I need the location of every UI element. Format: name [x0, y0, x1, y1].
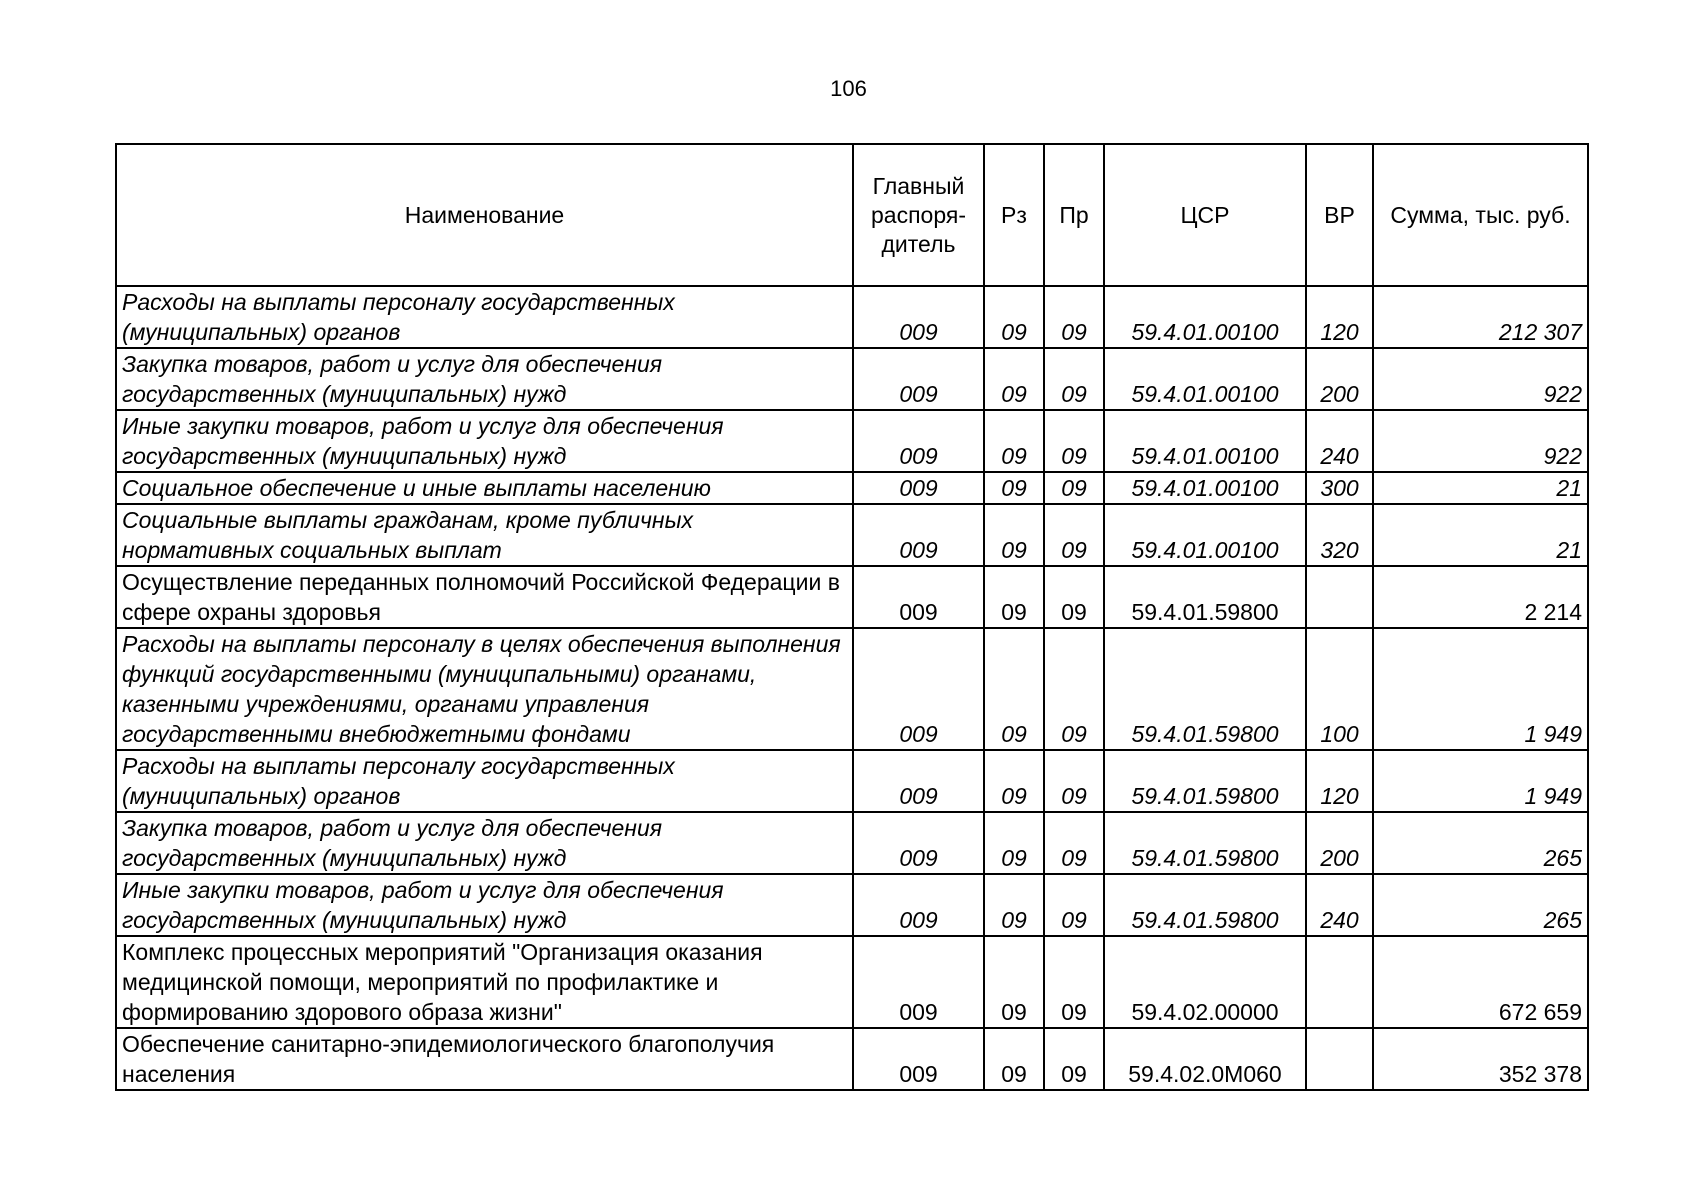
table-row: [116, 504, 1588, 566]
table-row: [116, 936, 1588, 1028]
cell-rz: 09: [984, 504, 1044, 566]
cell-vr: 200: [1306, 348, 1373, 410]
cell-sum: 352 378: [1373, 1028, 1588, 1090]
cell-csr: 59.4.01.59800: [1104, 566, 1306, 628]
cell-sum: 922: [1373, 410, 1588, 472]
cell-grbs: 009: [853, 936, 984, 1028]
budget-table: [115, 143, 1589, 1091]
cell-pr: 09: [1044, 812, 1104, 874]
page-number: 106: [830, 76, 867, 101]
cell-sum: 2 214: [1373, 566, 1588, 628]
table-row: [116, 628, 1588, 750]
cell-rz: 09: [984, 348, 1044, 410]
cell-sum: 1 949: [1373, 628, 1588, 750]
cell-pr: 09: [1044, 566, 1104, 628]
cell-grbs: 009: [853, 472, 984, 504]
cell-rz: 09: [984, 628, 1044, 750]
header-sum: Сумма, тыс. руб.: [1373, 144, 1588, 286]
cell-csr: 59.4.01.00100: [1104, 410, 1306, 472]
cell-pr: 09: [1044, 936, 1104, 1028]
cell-sum: 1 949: [1373, 750, 1588, 812]
table-row: [116, 410, 1588, 472]
cell-grbs: 009: [853, 348, 984, 410]
cell-csr: 59.4.02.00000: [1104, 936, 1306, 1028]
cell-csr: 59.4.01.00100: [1104, 504, 1306, 566]
cell-pr: 09: [1044, 286, 1104, 348]
cell-sum: 265: [1373, 874, 1588, 936]
cell-vr: [1306, 566, 1373, 628]
cell-csr: 59.4.01.59800: [1104, 750, 1306, 812]
header-rz: Рз: [984, 144, 1044, 286]
cell-vr: 120: [1306, 750, 1373, 812]
header-pr: Пр: [1044, 144, 1104, 286]
table-row: [116, 1028, 1588, 1090]
cell-name: Закупка товаров, работ и услуг для обеспечения государственных (муниципальных) нужд: [116, 348, 853, 410]
cell-vr: 240: [1306, 410, 1373, 472]
cell-grbs: 009: [853, 628, 984, 750]
cell-sum: 212 307: [1373, 286, 1588, 348]
cell-pr: 09: [1044, 628, 1104, 750]
cell-csr: 59.4.01.00100: [1104, 472, 1306, 504]
cell-rz: 09: [984, 936, 1044, 1028]
cell-csr: 59.4.01.59800: [1104, 812, 1306, 874]
cell-pr: 09: [1044, 874, 1104, 936]
header-csr: ЦСР: [1104, 144, 1306, 286]
cell-name: Осуществление переданных полномочий Российской Федерации в сфере охраны здоровья: [116, 566, 853, 628]
table-row: [116, 472, 1588, 504]
cell-sum: 922: [1373, 348, 1588, 410]
cell-rz: 09: [984, 286, 1044, 348]
cell-pr: 09: [1044, 472, 1104, 504]
cell-name: Иные закупки товаров, работ и услуг для обеспечения государственных (муниципальных) нужд: [116, 874, 853, 936]
cell-vr: [1306, 936, 1373, 1028]
header-grbs: Главный распоря-дитель: [853, 144, 984, 286]
cell-name: Расходы на выплаты персоналу государственных (муниципальных) органов: [116, 750, 853, 812]
cell-csr: 59.4.01.00100: [1104, 286, 1306, 348]
header-vr: ВР: [1306, 144, 1373, 286]
table-row: [116, 812, 1588, 874]
cell-grbs: 009: [853, 566, 984, 628]
cell-grbs: 009: [853, 410, 984, 472]
cell-csr: 59.4.01.59800: [1104, 874, 1306, 936]
cell-rz: 09: [984, 750, 1044, 812]
cell-vr: 200: [1306, 812, 1373, 874]
cell-rz: 09: [984, 812, 1044, 874]
cell-grbs: 009: [853, 1028, 984, 1090]
cell-csr: 59.4.01.00100: [1104, 348, 1306, 410]
cell-csr: 59.4.02.0М060: [1104, 1028, 1306, 1090]
cell-grbs: 009: [853, 812, 984, 874]
cell-grbs: 009: [853, 286, 984, 348]
header-name: Наименование: [116, 144, 853, 286]
cell-name: Иные закупки товаров, работ и услуг для обеспечения государственных (муниципальных) нужд: [116, 410, 853, 472]
header-row: [116, 144, 1588, 286]
cell-pr: 09: [1044, 410, 1104, 472]
cell-sum: 21: [1373, 504, 1588, 566]
cell-pr: 09: [1044, 750, 1104, 812]
cell-name: Комплекс процессных мероприятий "Организация оказания медицинской помощи, мероприятий по профилактике и формированию здорового образа жизни": [116, 936, 853, 1028]
cell-rz: 09: [984, 1028, 1044, 1090]
cell-name: Социальное обеспечение и иные выплаты населению: [116, 472, 853, 504]
cell-grbs: 009: [853, 874, 984, 936]
cell-vr: 300: [1306, 472, 1373, 504]
cell-name: Расходы на выплаты персоналу государственных (муниципальных) органов: [116, 286, 853, 348]
cell-pr: 09: [1044, 504, 1104, 566]
cell-vr: [1306, 1028, 1373, 1090]
cell-vr: 100: [1306, 628, 1373, 750]
cell-name: Обеспечение санитарно-эпидемиологического благополучия населения: [116, 1028, 853, 1090]
cell-grbs: 009: [853, 750, 984, 812]
cell-sum: 21: [1373, 472, 1588, 504]
cell-csr: 59.4.01.59800: [1104, 628, 1306, 750]
cell-sum: 265: [1373, 812, 1588, 874]
cell-name: Расходы на выплаты персоналу в целях обеспечения выполнения функций государственными (муниципальными) органами, казенными учреждениями, органами управления государственными внебюджетными фондами: [116, 628, 853, 750]
cell-name: Социальные выплаты гражданам, кроме публичных нормативных социальных выплат: [116, 504, 853, 566]
cell-rz: 09: [984, 874, 1044, 936]
table-row: [116, 750, 1588, 812]
table-row: [116, 566, 1588, 628]
table-row: [116, 348, 1588, 410]
cell-vr: 120: [1306, 286, 1373, 348]
cell-vr: 240: [1306, 874, 1373, 936]
cell-grbs: 009: [853, 504, 984, 566]
table-row: [116, 286, 1588, 348]
cell-name: Закупка товаров, работ и услуг для обеспечения государственных (муниципальных) нужд: [116, 812, 853, 874]
cell-rz: 09: [984, 472, 1044, 504]
cell-vr: 320: [1306, 504, 1373, 566]
cell-sum: 672 659: [1373, 936, 1588, 1028]
cell-rz: 09: [984, 410, 1044, 472]
cell-pr: 09: [1044, 348, 1104, 410]
cell-pr: 09: [1044, 1028, 1104, 1090]
cell-rz: 09: [984, 566, 1044, 628]
table-row: [116, 874, 1588, 936]
